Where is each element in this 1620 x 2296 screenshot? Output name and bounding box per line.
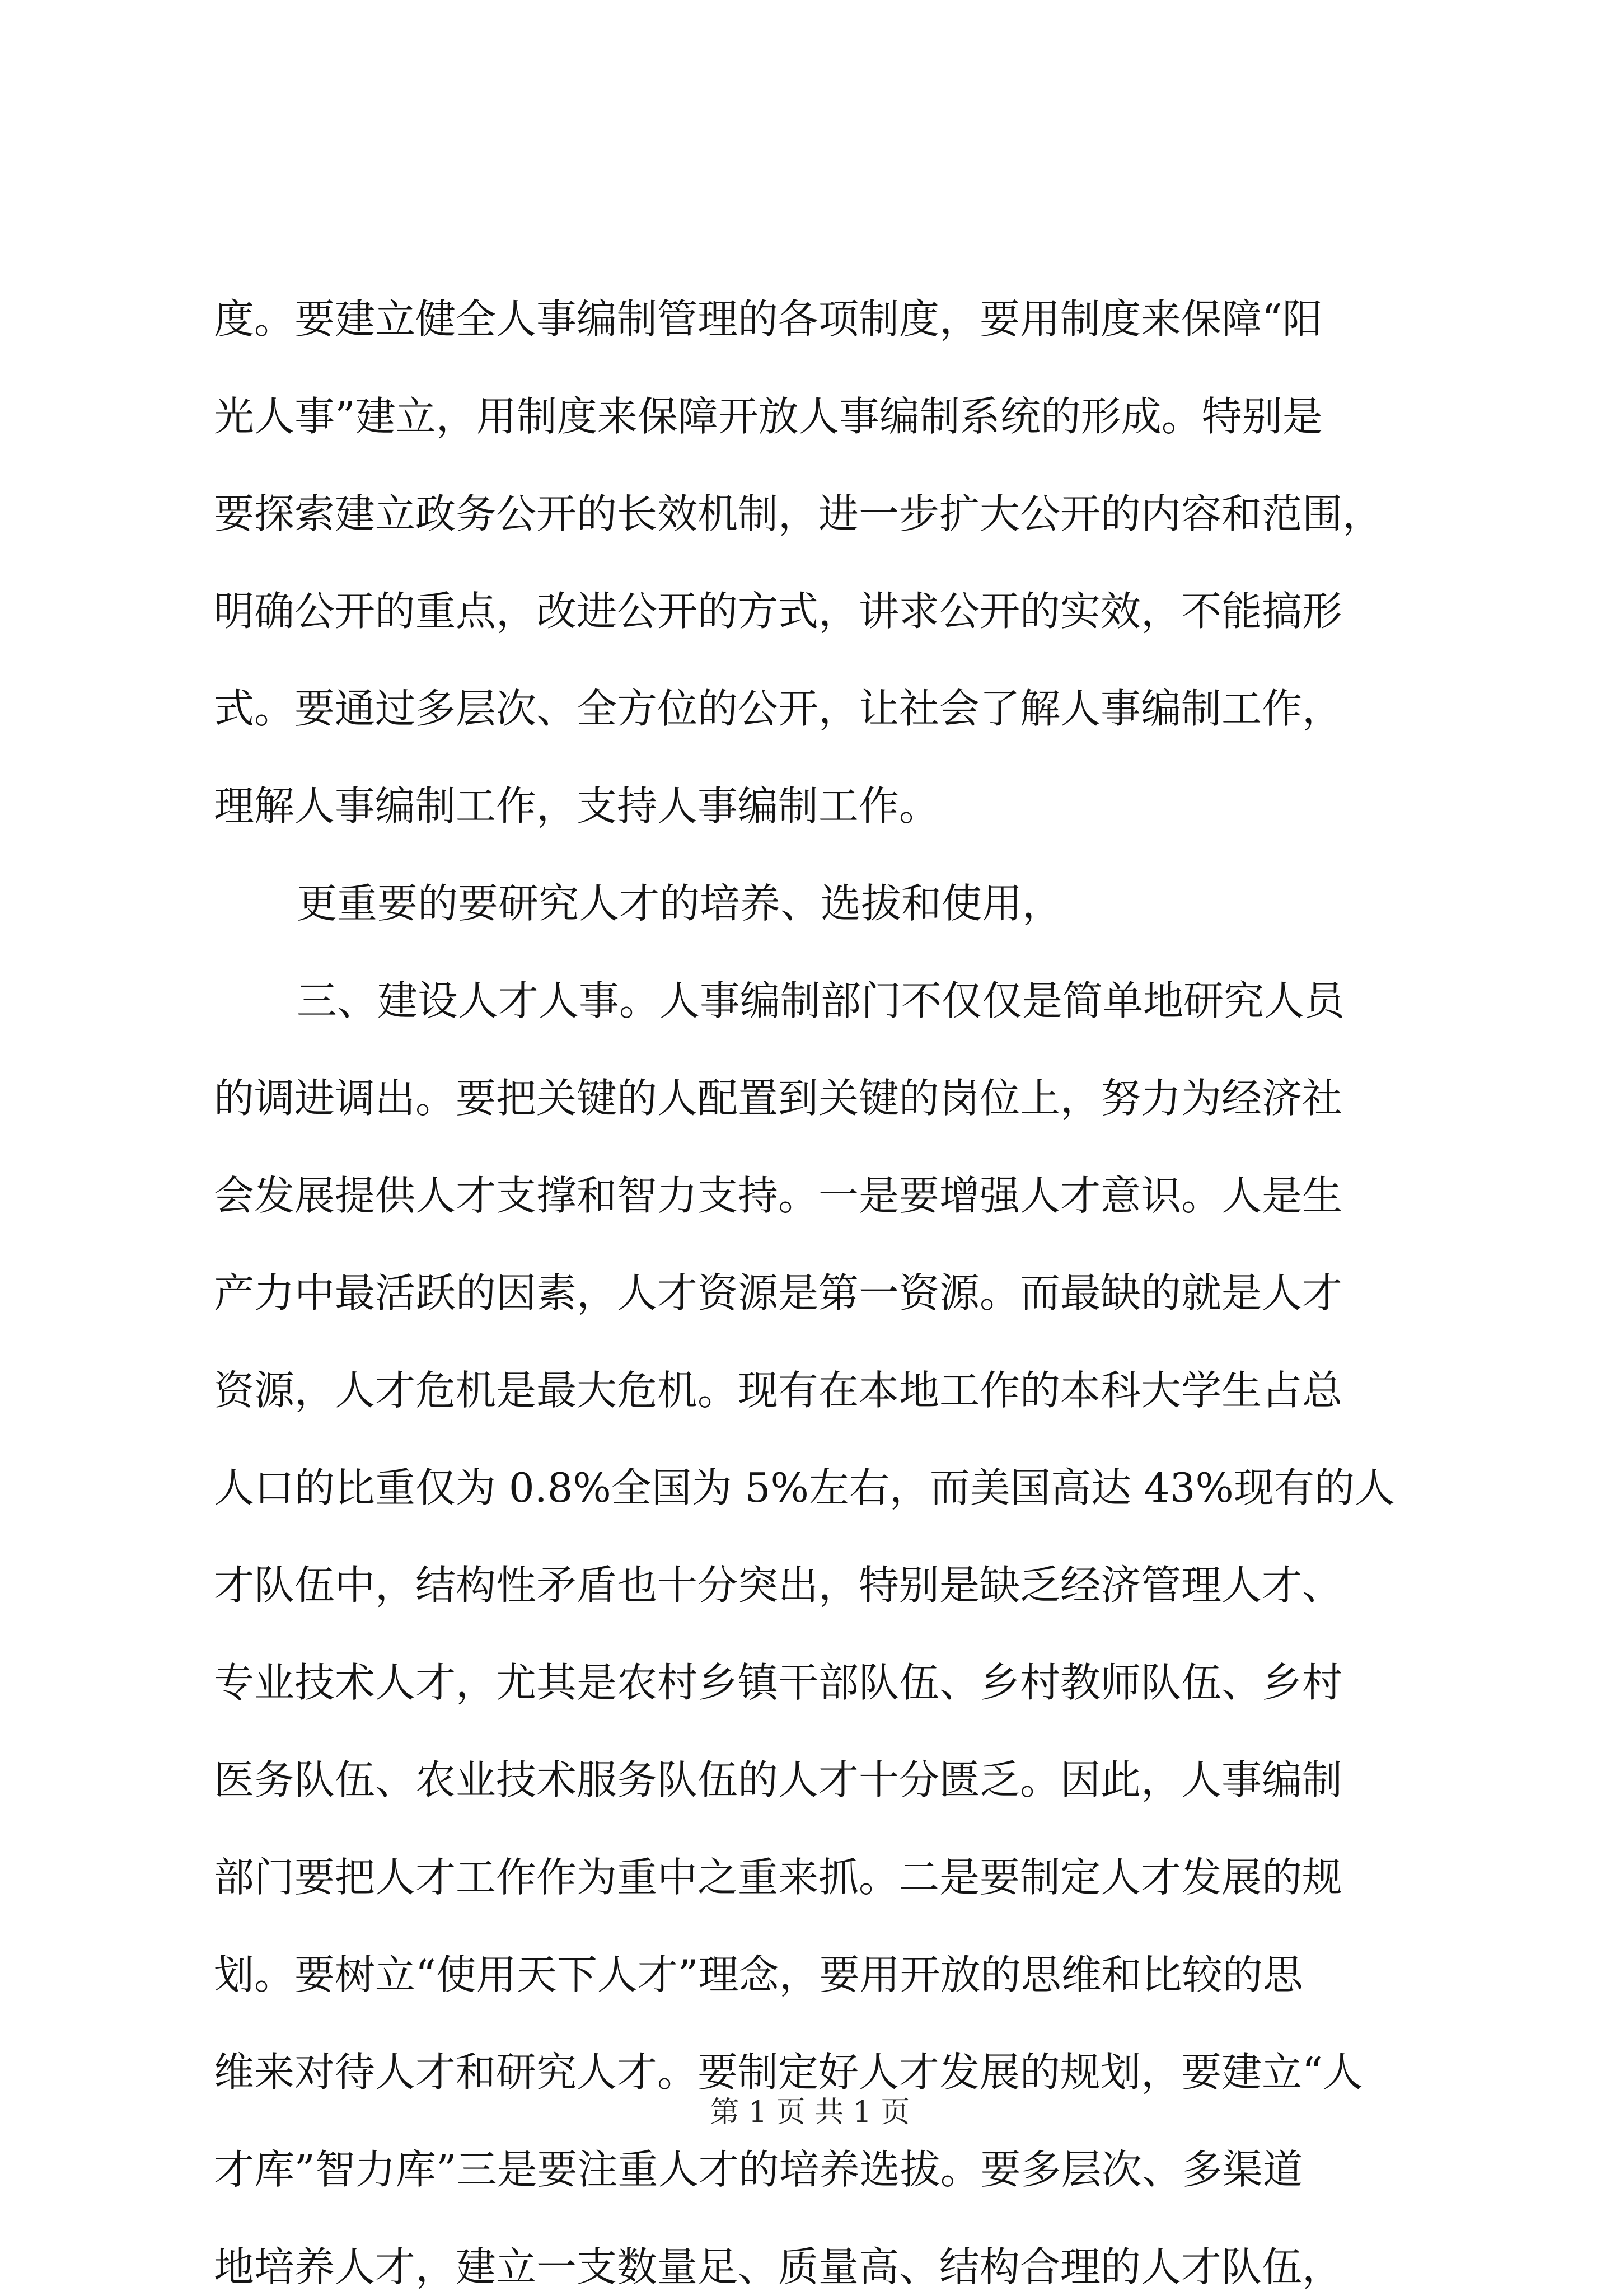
text-line: 理解人事编制工作，支持人事编制工作。 [214, 782, 940, 830]
text-line: 要探索建立政务公开的长效机制，进一步扩大公开的内容和范围， [214, 490, 1383, 537]
text-line: 度。要建立健全人事编制管理的各项制度，要用制度来保障“阳 [214, 296, 1323, 343]
text-line: 人口的比重仅为 0.8%全国为 5%左右，而美国高达 43%现有的人 [214, 1464, 1395, 1511]
text-line: 明确公开的重点，改进公开的方式，讲求公开的实效，不能搞形 [214, 588, 1343, 635]
text-line: 资源，人才危机是最大危机。现有在本地工作的本科大学生占总 [214, 1367, 1343, 1414]
text-line: 专业技术人才，尤其是农村乡镇干部队伍、乡村教师队伍、乡村 [214, 1659, 1343, 1706]
paragraph-first-line: 更重要的要研究人才的培养、选拔和使用， [297, 880, 1063, 927]
text-line: 的调进调出。要把关键的人配置到关键的岗位上，努力为经济社 [214, 1075, 1343, 1122]
text-line: 光人事”建立，用制度来保障开放人事编制系统的形成。特别是 [214, 393, 1323, 440]
paragraph-first-line: 三、建设人才人事。人事编制部门不仅仅是简单地研究人员 [297, 977, 1345, 1024]
page-number-footer: 第 1 页 共 1 页 [710, 2096, 910, 2129]
text-line: 划。要树立“使用天下人才”理念，要用开放的思维和比较的思 [214, 1951, 1303, 1998]
text-line: 维来对待人才和研究人才。要制定好人才发展的规划，要建立“人 [214, 2049, 1363, 2096]
text-line: 式。要通过多层次、全方位的公开，让社会了解人事编制工作， [214, 685, 1343, 732]
text-line: 才队伍中，结构性矛盾也十分突出，特别是缺乏经济管理人才、 [214, 1562, 1343, 1609]
text-line: 会发展提供人才支撑和智力支持。一是要增强人才意识。人是生 [214, 1172, 1343, 1219]
text-line: 才库”智力库”三是要注重人才的培养选拔。要多层次、多渠道 [214, 2146, 1303, 2193]
text-line: 部门要把人才工作作为重中之重来抓。二是要制定人才发展的规 [214, 1854, 1343, 1901]
text-line: 医务队伍、农业技术服务队伍的人才十分匮乏。因此，人事编制 [214, 1756, 1343, 1803]
text-line: 产力中最活跃的因素，人才资源是第一资源。而最缺的就是人才 [214, 1269, 1343, 1316]
text-line: 地培养人才，建立一支数量足、质量高、结构合理的人才队伍， [214, 2243, 1343, 2290]
